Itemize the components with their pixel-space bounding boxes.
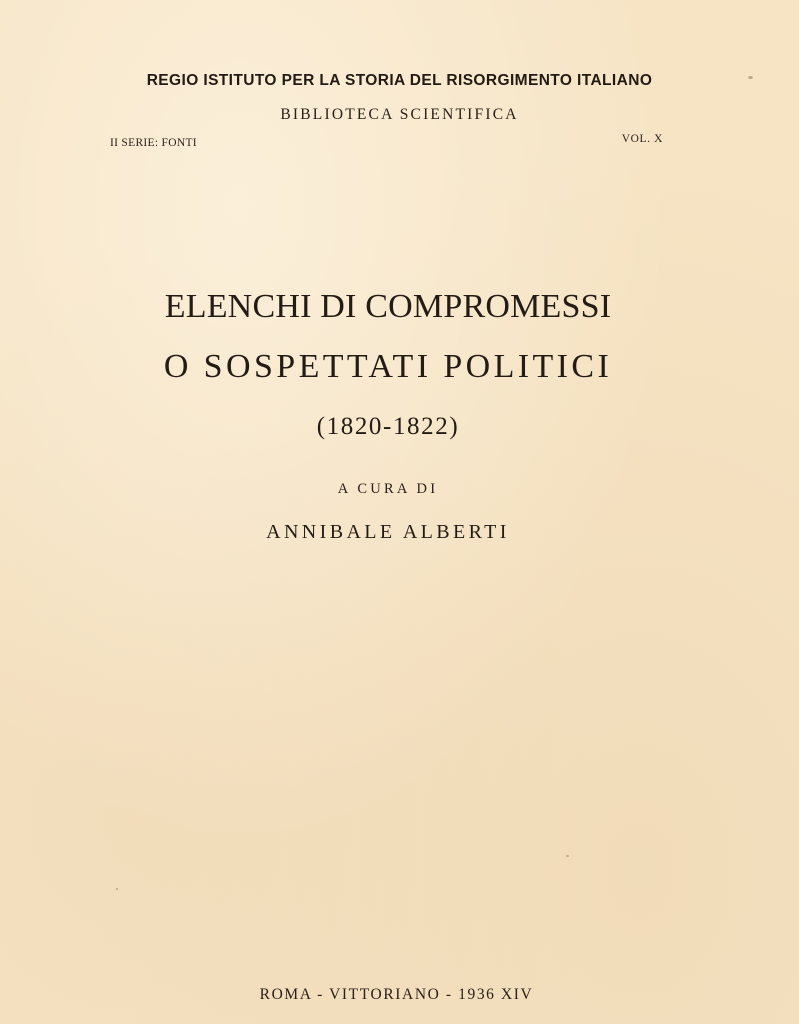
imprint: ROMA - VITTORIANO - 1936 XIV [259,986,534,1003]
title-line-2: O SOSPETTATI POLITICI [163,348,613,385]
ink-speck [116,888,118,890]
ink-speck [566,855,569,857]
editor-name: ANNIBALE ALBERTI [266,521,510,543]
volume-label: VOL. X [621,133,663,145]
title-line-1: ELENCHI DI COMPROMESSI [164,288,612,325]
collection-name: BIBLIOTECA SCIENTIFICA [280,106,519,123]
date-range: (1820-1822) [316,413,460,440]
series-label: II SERIE: FONTI [110,137,197,149]
institute-name: REGIO ISTITUTO PER LA STORIA DEL RISORGIMENTO ITALIANO [146,72,653,89]
editor-label: A CURA DI [337,481,439,497]
